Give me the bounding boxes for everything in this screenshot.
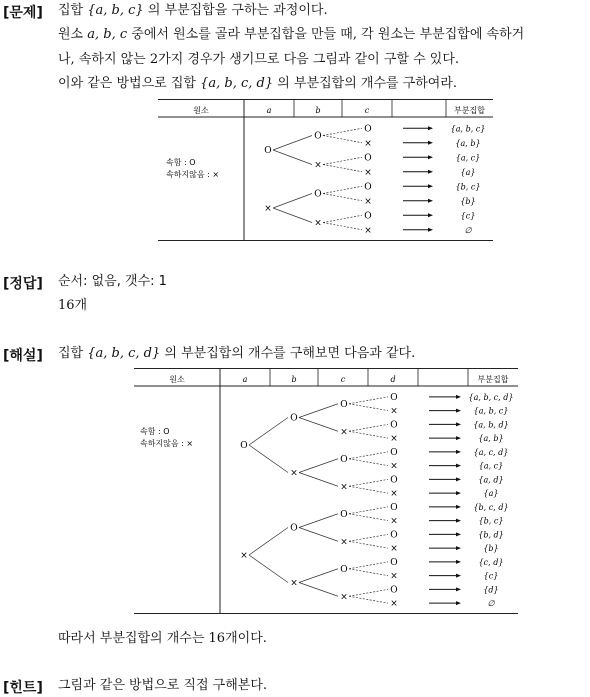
table-header-cell: 부분집합 — [477, 375, 509, 384]
not-belongs-mark: × — [240, 551, 248, 561]
subset-result: {b, d} — [478, 530, 504, 540]
arrow-head — [428, 126, 433, 130]
tree-branch — [349, 459, 388, 466]
belongs-mark: O — [340, 564, 348, 575]
tree-branch — [299, 528, 338, 542]
tree-branch — [349, 569, 388, 576]
belongs-mark: O — [314, 189, 322, 200]
subset-result: {a, d} — [478, 475, 504, 485]
arrow-head — [428, 228, 433, 232]
arrow-head — [456, 422, 461, 426]
subset-result: {a, b, c} — [473, 406, 509, 416]
arrow-head — [428, 199, 433, 203]
not-belongs-mark: × — [314, 218, 322, 229]
not-belongs-mark: × — [390, 434, 398, 445]
belongs-mark: O — [340, 399, 348, 410]
problem-line-3: 나, 속하지 않는 2가지 경우가 생기므로 다음 그림과 같이 구할 수 있다. — [58, 52, 460, 67]
tree-branch — [349, 534, 388, 541]
tree-branch — [299, 514, 338, 528]
table-header-cell: b — [315, 106, 321, 115]
arrow-head — [456, 546, 461, 550]
legend-line: 속하지않음 : × — [166, 170, 220, 179]
legend-line: 속하지않음 : × — [140, 439, 194, 448]
not-belongs-mark: × — [290, 468, 298, 479]
belongs-mark: O — [390, 557, 398, 568]
tree-branch — [249, 418, 288, 446]
problem-tree-diagram — [158, 99, 493, 241]
arrow-head — [428, 170, 433, 174]
table-header-cell: d — [390, 375, 396, 384]
arrow-head — [456, 464, 461, 468]
not-belongs-mark: × — [390, 461, 398, 472]
not-belongs-mark: × — [364, 138, 372, 149]
not-belongs-mark: × — [390, 489, 398, 500]
not-belongs-mark: × — [340, 427, 348, 438]
answer-line-2: 16개 — [58, 298, 88, 313]
subset-result: {a, c} — [478, 461, 504, 471]
arrow-head — [428, 155, 433, 159]
tree-branch — [249, 445, 288, 473]
arrow-head — [428, 213, 433, 217]
tree-branch — [249, 528, 288, 556]
belongs-mark: O — [364, 182, 372, 193]
table-header-cell: 원소 — [193, 106, 209, 115]
subset-result: ∅ — [487, 599, 495, 609]
tree-branch — [323, 223, 362, 230]
arrow-head — [456, 409, 461, 413]
belongs-mark: O — [390, 530, 398, 541]
tree-branch — [299, 583, 338, 597]
subset-result: {c} — [483, 571, 499, 581]
tree-branch — [349, 452, 388, 459]
belongs-mark: O — [290, 523, 298, 534]
tree-branch — [273, 150, 312, 165]
tree-branch — [299, 569, 338, 583]
tree-branch — [273, 208, 312, 223]
explanation-line-1: 집합 {a, b, c, d} 의 부분집합의 개수를 구해보면 다음과 같다. — [58, 346, 416, 361]
arrow-head — [456, 519, 461, 523]
not-belongs-mark: × — [314, 160, 322, 171]
tree-branch — [323, 194, 362, 201]
answer-line-1: 순서: 없음, 갯수: 1 — [58, 274, 167, 289]
hint-line-1: 그림과 같은 방법으로 직접 구해본다. — [58, 678, 268, 693]
problem-line-2: 원소 a, b, c 중에서 원소를 골라 부분집합을 만들 때, 각 원소는 부분집합에 속하거 — [58, 27, 525, 42]
table-header-cell: a — [266, 106, 272, 115]
tree-branch — [349, 514, 388, 521]
tree-branch — [323, 136, 362, 143]
belongs-mark: O — [340, 454, 348, 465]
not-belongs-mark: × — [390, 571, 398, 582]
tree-branch — [323, 215, 362, 222]
not-belongs-mark: × — [340, 592, 348, 603]
subset-result: {a, b, c, d} — [468, 392, 514, 402]
tree-branch — [299, 404, 338, 418]
answer-tag: [정답] — [3, 276, 43, 292]
belongs-mark: O — [240, 441, 248, 451]
belongs-mark: O — [264, 146, 272, 156]
not-belongs-mark: × — [364, 167, 372, 178]
problem-tag: [문제] — [3, 5, 43, 21]
tree-branch — [349, 397, 388, 404]
belongs-mark: O — [390, 475, 398, 486]
tree-branch — [349, 404, 388, 411]
table-header-cell: c — [340, 375, 346, 384]
tree-branch — [249, 555, 288, 583]
arrow-head — [456, 505, 461, 509]
subset-result: {a, b} — [455, 138, 481, 148]
tree-branch — [273, 194, 312, 209]
subset-result: {a} — [483, 489, 499, 499]
table-header-cell: b — [291, 375, 297, 384]
legend-line: 속함 : O — [166, 158, 196, 167]
tree-branch — [349, 431, 388, 438]
subset-result: {a, b} — [478, 434, 504, 444]
tree-branch — [349, 486, 388, 493]
arrow-head — [428, 141, 433, 145]
belongs-mark: O — [340, 509, 348, 520]
arrow-head — [456, 601, 461, 605]
not-belongs-mark: × — [390, 544, 398, 555]
subset-result: {b, c} — [455, 182, 481, 192]
subset-result: {b, c} — [478, 516, 504, 526]
tree-branch — [299, 473, 338, 487]
belongs-mark: O — [390, 447, 398, 458]
not-belongs-mark: × — [340, 537, 348, 548]
hint-tag: [힌트] — [3, 680, 43, 696]
problem-line-4: 이와 같은 방법으로 집합 {a, b, c, d} 의 부분집합의 개수를 구하여라. — [58, 76, 458, 91]
subset-result: {b} — [460, 196, 476, 206]
arrow-head — [456, 491, 461, 495]
not-belongs-mark: × — [364, 196, 372, 207]
arrow-head — [428, 184, 433, 188]
tree-branch — [299, 459, 338, 473]
arrow-head — [456, 532, 461, 536]
arrow-head — [456, 450, 461, 454]
not-belongs-mark: × — [390, 599, 398, 610]
tree-branch — [349, 589, 388, 596]
tree-branch — [323, 128, 362, 135]
not-belongs-mark: × — [364, 225, 372, 236]
belongs-mark: O — [390, 420, 398, 431]
table-header-cell: a — [242, 375, 248, 384]
belongs-mark: O — [390, 392, 398, 403]
tree-branch — [323, 186, 362, 193]
subset-result: {c, d} — [478, 557, 504, 567]
tree-branch — [349, 479, 388, 486]
problem-line-1: 집합 {a, b, c} 의 부분집합을 구하는 과정이다. — [58, 3, 328, 18]
subset-result: {b} — [483, 544, 499, 554]
subset-result: {a, c, d} — [473, 447, 509, 457]
arrow-head — [456, 560, 461, 564]
subset-result: {b, c, d} — [473, 502, 509, 512]
table-header-cell: 원소 — [169, 375, 185, 384]
arrow-head — [456, 477, 461, 481]
subset-result: {a} — [460, 167, 476, 177]
subset-result: {a, c} — [455, 153, 481, 163]
explanation-conclusion: 따라서 부분집합의 개수는 16개이다. — [58, 631, 267, 646]
subset-result: ∅ — [464, 225, 472, 235]
subset-result: {a, b, c} — [450, 124, 486, 134]
tree-branch — [349, 507, 388, 514]
table-header-cell: 부분집합 — [454, 106, 485, 115]
belongs-mark: O — [290, 413, 298, 424]
tree-branch — [349, 562, 388, 569]
arrow-head — [456, 395, 461, 399]
belongs-mark: O — [314, 131, 322, 142]
not-belongs-mark: × — [264, 204, 272, 214]
arrow-head — [456, 574, 461, 578]
belongs-mark: O — [364, 153, 372, 164]
subset-result: {a, b, d} — [473, 420, 509, 430]
not-belongs-mark: × — [390, 516, 398, 527]
tree-branch — [349, 596, 388, 603]
tree-branch — [273, 136, 312, 151]
not-belongs-mark: × — [390, 406, 398, 417]
tree-branch — [323, 157, 362, 164]
arrow-head — [456, 587, 461, 591]
belongs-mark: O — [390, 502, 398, 513]
tree-branch — [349, 424, 388, 431]
arrow-head — [456, 436, 461, 440]
explanation-tag: [해설] — [3, 348, 43, 364]
tree-branch — [349, 541, 388, 548]
subset-result: {d} — [483, 585, 499, 595]
not-belongs-mark: × — [340, 482, 348, 493]
subset-result: {c} — [460, 211, 476, 221]
tree-branch — [299, 418, 338, 432]
legend-line: 속함 : O — [140, 427, 170, 436]
belongs-mark: O — [364, 124, 372, 135]
belongs-mark: O — [390, 585, 398, 596]
tree-branch — [323, 165, 362, 172]
table-header-cell: c — [364, 106, 370, 115]
not-belongs-mark: × — [290, 578, 298, 589]
belongs-mark: O — [364, 211, 372, 222]
explanation-tree-diagram — [134, 368, 518, 614]
